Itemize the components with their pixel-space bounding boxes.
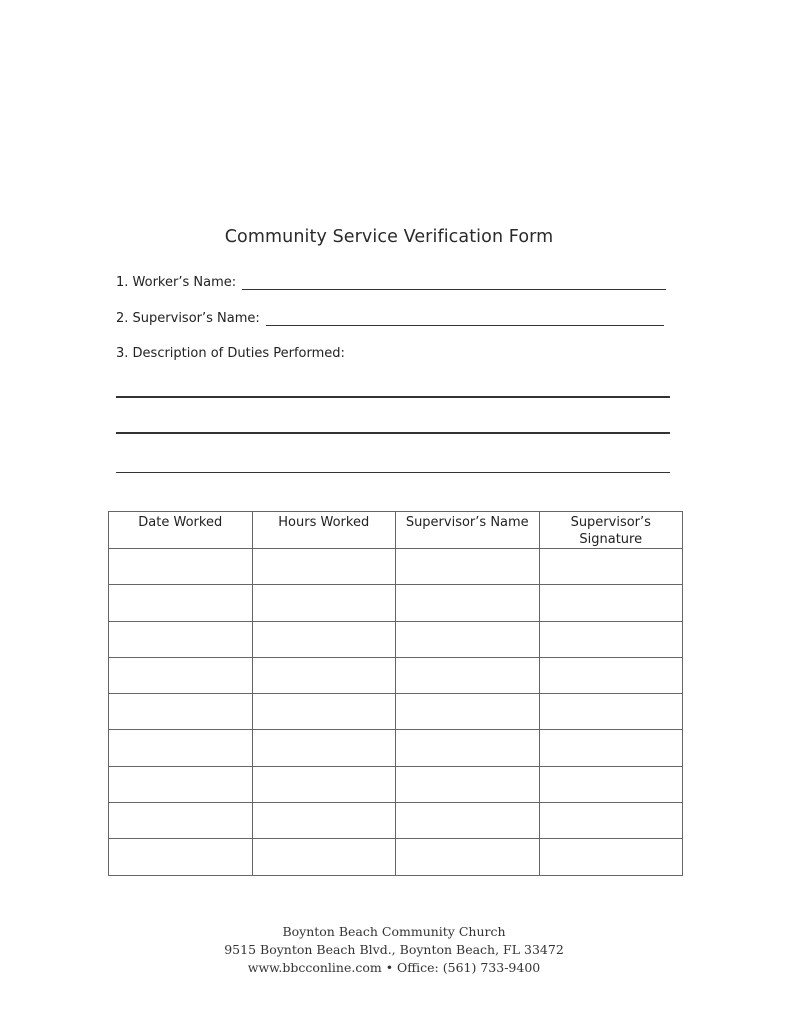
- hours-worked-cell[interactable]: [252, 585, 396, 621]
- hours-worked-cell[interactable]: [252, 730, 396, 766]
- table-header-row: [109, 512, 683, 549]
- table-row: [109, 730, 683, 766]
- date-worked-cell[interactable]: [109, 766, 253, 802]
- supervisors-name-cell[interactable]: [396, 803, 540, 839]
- date-worked-cell[interactable]: [109, 803, 253, 839]
- supervisors-name-cell[interactable]: [396, 839, 540, 875]
- supervisors-name-label: 2. Supervisor’s Name:: [116, 311, 260, 326]
- supervisors-name-cell[interactable]: [396, 694, 540, 730]
- table-row: [109, 657, 683, 693]
- supervisors-signature-cell[interactable]: [539, 621, 683, 657]
- supervisors-name-cell[interactable]: [396, 585, 540, 621]
- header-supervisors-signature: [539, 512, 683, 549]
- supervisors-name-cell[interactable]: [396, 621, 540, 657]
- hours-log-table: [108, 511, 683, 876]
- date-worked-cell[interactable]: [109, 549, 253, 585]
- date-worked-cell[interactable]: [109, 657, 253, 693]
- workers-name-label: 1. Worker’s Name:: [116, 275, 237, 290]
- header-supervisors-name: Supervisor’s Name: [396, 512, 540, 549]
- supervisors-signature-cell[interactable]: [539, 730, 683, 766]
- supervisors-signature-cell[interactable]: [539, 549, 683, 585]
- duties-description-label: 3. Description of Duties Performed:: [116, 346, 345, 361]
- form-title: Community Service Verification Form: [224, 227, 554, 247]
- supervisors-name-cell[interactable]: [396, 766, 540, 802]
- table-row: [109, 766, 683, 802]
- header-date-worked: Date Worked: [109, 512, 253, 549]
- hours-worked-cell[interactable]: [252, 621, 396, 657]
- table-row: [109, 549, 683, 585]
- hours-worked-cell[interactable]: [252, 839, 396, 875]
- hours-worked-cell[interactable]: [252, 803, 396, 839]
- table-row: [109, 694, 683, 730]
- header-supervisors-signature-label: Supervisor’s Signature: [570, 515, 651, 547]
- date-worked-cell[interactable]: [109, 621, 253, 657]
- table-row: [109, 585, 683, 621]
- footer-org-name: Boynton Beach Community Church: [282, 924, 506, 939]
- supervisors-signature-cell[interactable]: [539, 694, 683, 730]
- footer-address: 9515 Boynton Beach Blvd., Boynton Beach, FL 33472: [224, 942, 564, 957]
- date-worked-cell[interactable]: [109, 694, 253, 730]
- workers-name-field: [116, 275, 666, 290]
- supervisors-signature-cell[interactable]: [539, 585, 683, 621]
- supervisors-name-cell[interactable]: [396, 549, 540, 585]
- hours-worked-cell[interactable]: [252, 657, 396, 693]
- header-hours-worked: Hours Worked: [252, 512, 396, 549]
- supervisors-name-cell[interactable]: [396, 657, 540, 693]
- duties-description-line-3[interactable]: [116, 472, 670, 473]
- date-worked-cell[interactable]: [109, 730, 253, 766]
- supervisors-signature-cell[interactable]: [539, 803, 683, 839]
- supervisors-signature-cell[interactable]: [539, 657, 683, 693]
- hours-worked-cell[interactable]: [252, 549, 396, 585]
- table-row: [109, 839, 683, 875]
- supervisors-name-field: [116, 311, 664, 326]
- footer-contact: www.bbcconline.com • Office: (561) 733-9400: [247, 960, 541, 975]
- date-worked-cell[interactable]: [109, 585, 253, 621]
- date-worked-cell[interactable]: [109, 839, 253, 875]
- supervisors-signature-cell[interactable]: [539, 766, 683, 802]
- supervisors-name-input-line[interactable]: [266, 313, 664, 326]
- hours-worked-cell[interactable]: [252, 766, 396, 802]
- hours-worked-cell[interactable]: [252, 694, 396, 730]
- duties-description-line-2[interactable]: [116, 432, 670, 434]
- table-row: [109, 621, 683, 657]
- supervisors-signature-cell[interactable]: [539, 839, 683, 875]
- footer: [0, 923, 788, 977]
- supervisors-name-cell[interactable]: [396, 730, 540, 766]
- workers-name-input-line[interactable]: [242, 277, 666, 290]
- duties-description-line-1[interactable]: [116, 396, 670, 398]
- duties-description-field: [116, 346, 345, 361]
- table-row: [109, 803, 683, 839]
